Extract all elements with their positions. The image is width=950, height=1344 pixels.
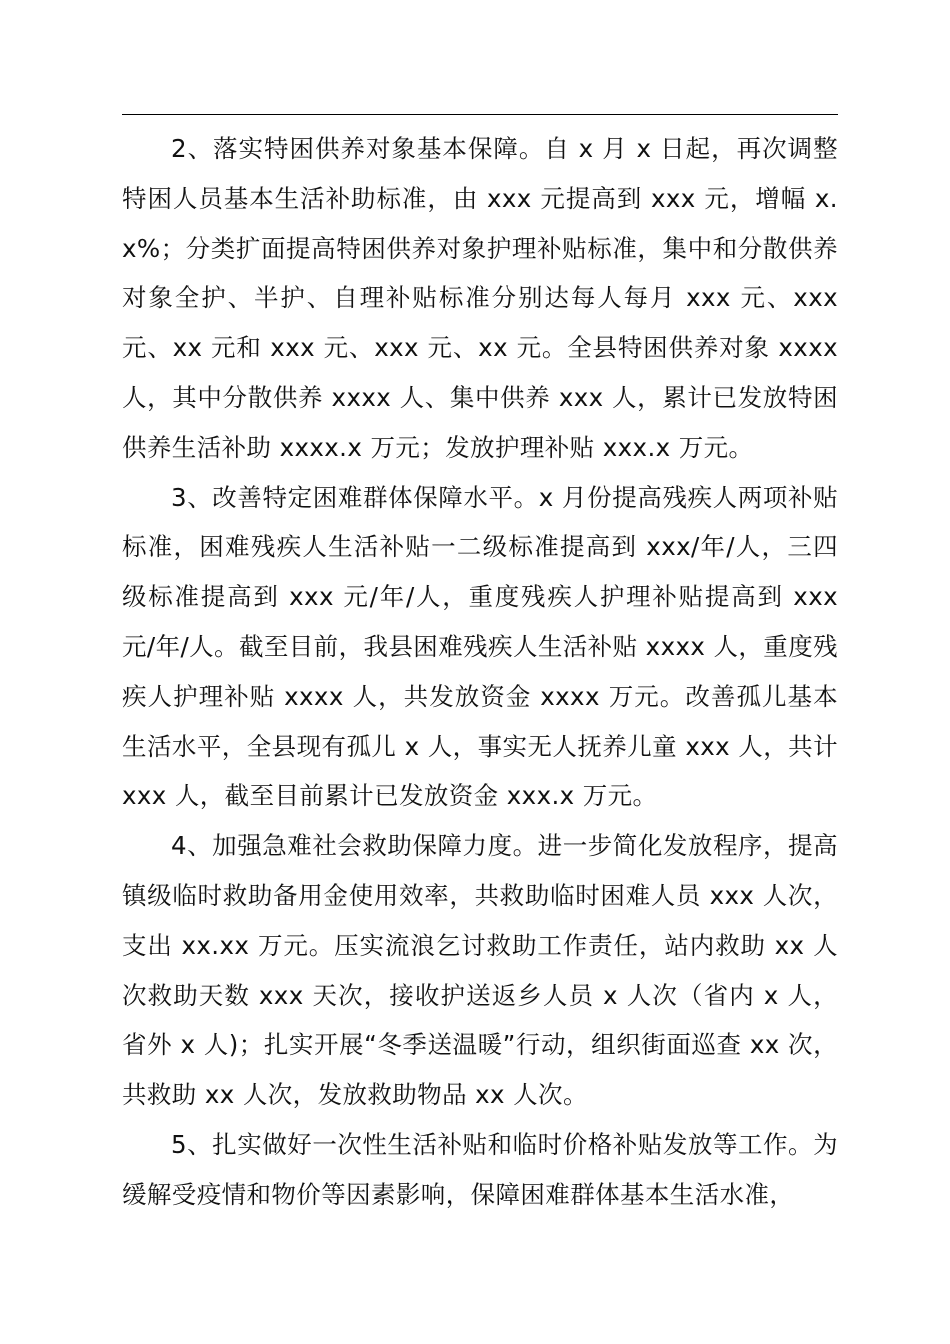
paragraph-2-special-hardship: 2、落实特困供养对象基本保障。自 x 月 x 日起，再次调整特困人员基本生活补助标准，由 xxx 元提高到 xxx 元，增幅 x.x%；分类扩面提高特困供养对象护理补贴标准，集中和分散供养对象全护、半护、自理补贴标准分别达每人每月 xxx 元、xxx 元、xx 元和 xxx 元、xxx 元、xx 元。全县特困供养对象 xxxx 人，其中分散供养 xxxx 人、集中供养 xxx 人，累计已发放特困供养生活补助 xxxx.x 万元；发放护理补贴 xxx.x 万元。 (122, 134, 838, 462)
document-body (122, 124, 838, 1220)
paragraph-3-disadvantaged-groups: 3、改善特定困难群体保障水平。x 月份提高残疾人两项补贴标准，困难残疾人生活补贴一二级标准提高到 xxx/年/人，三四级标准提高到 xxx 元/年/人，重度残疾人护理补贴提高到 xxx 元/年/人。截至目前，我县困难残疾人生活补贴 xxxx 人，重度残疾人护理补贴 xxxx 人，共发放资金 xxxx 万元。改善孤儿基本生活水平，全县现有孤儿 x 人，事实无人抚养儿童 xxx 人，共计 xxx 人，截至目前累计已发放资金 xxx.x 万元。 (122, 482, 838, 811)
paragraph-4-emergency-assistance: 4、加强急难社会救助保障力度。进一步简化发放程序，提高镇级临时救助备用金使用效率，共救助临时困难人员 xxx 人次，支出 xx.xx 万元。压实流浪乞讨救助工作责任，站内救助 xx 人次救助天数 xxx 天次，接收护送返乡人员 x 人次（省内 x 人，省外 x 人)；扎实开展“冬季送温暖”行动，组织街面巡查 xx 次，共救助 xx 人次，发放救助物品 xx 人次。 (122, 831, 838, 1110)
header-rule (122, 114, 838, 115)
paragraph-5-one-time-subsidy: 5、扎实做好一次性生活补贴和临时价格补贴发放等工作。为缓解受疫情和物价等因素影响，保障困难群体基本生活水准， (122, 1129, 838, 1209)
